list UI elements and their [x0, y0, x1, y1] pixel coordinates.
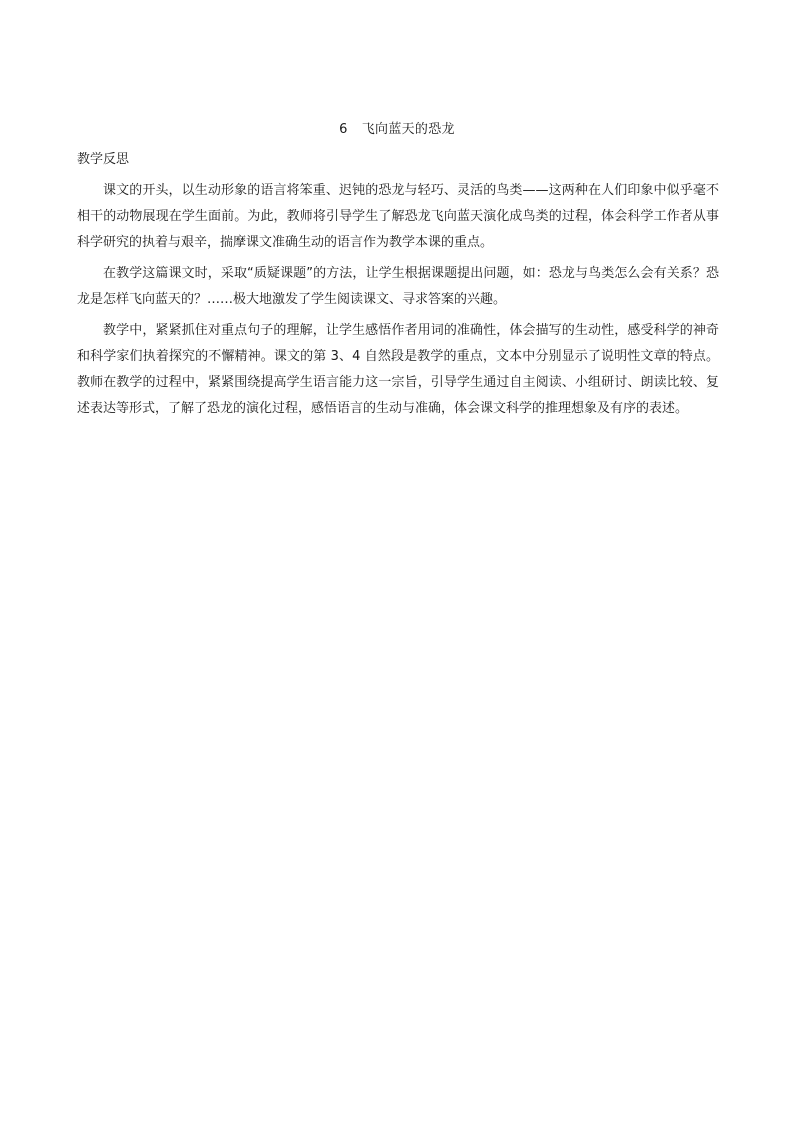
paragraph: 在教学这篇课文时，采取“质疑课题”的方法，让学生根据课题提出问题，如：恐龙与鸟类怎么会有关系？恐龙是怎样飞向蓝天的？……极大地激发了学生阅读课文、寻求答案的兴趣。 — [77, 266, 719, 307]
paragraph: 课文的开头，以生动形象的语言将笨重、迟钝的恐龙与轻巧、灵活的鸟类——这两种在人们印象中似乎毫不相干的动物展现在学生面前。为此，教师将引导学生了解恐龙飞向蓝天演化成鸟类的过程，体会科学工作者从事科学研究的执着与艰辛，揣摩课文准确生动的语言作为教学本课的重点。 — [77, 183, 719, 250]
lesson-number: 6 — [339, 122, 348, 137]
body-text — [77, 178, 719, 427]
document-title — [0, 121, 794, 139]
section-heading: 教学反思 — [77, 152, 130, 167]
paragraph: 教学中，紧紧抓住对重点句子的理解，让学生感悟作者用词的准确性，体会描写的生动性，感受科学的神奇和科学家们执着探究的不懈精神。课文的第 3、4 自然段是教学的重点，文本中分别显示了说明性文章的特点。教师在教学的过程中，紧紧围绕提高学生语言能力这一宗旨，引导学生通过自主阅读、小组研讨、朗读比较、复述表达等形式，了解了恐龙的演化过程，感悟语言的生动与准确，体会课文科学的推理想象及有序的表述。 — [77, 323, 719, 416]
lesson-title: 飞向蓝天的恐龙 — [361, 122, 455, 137]
